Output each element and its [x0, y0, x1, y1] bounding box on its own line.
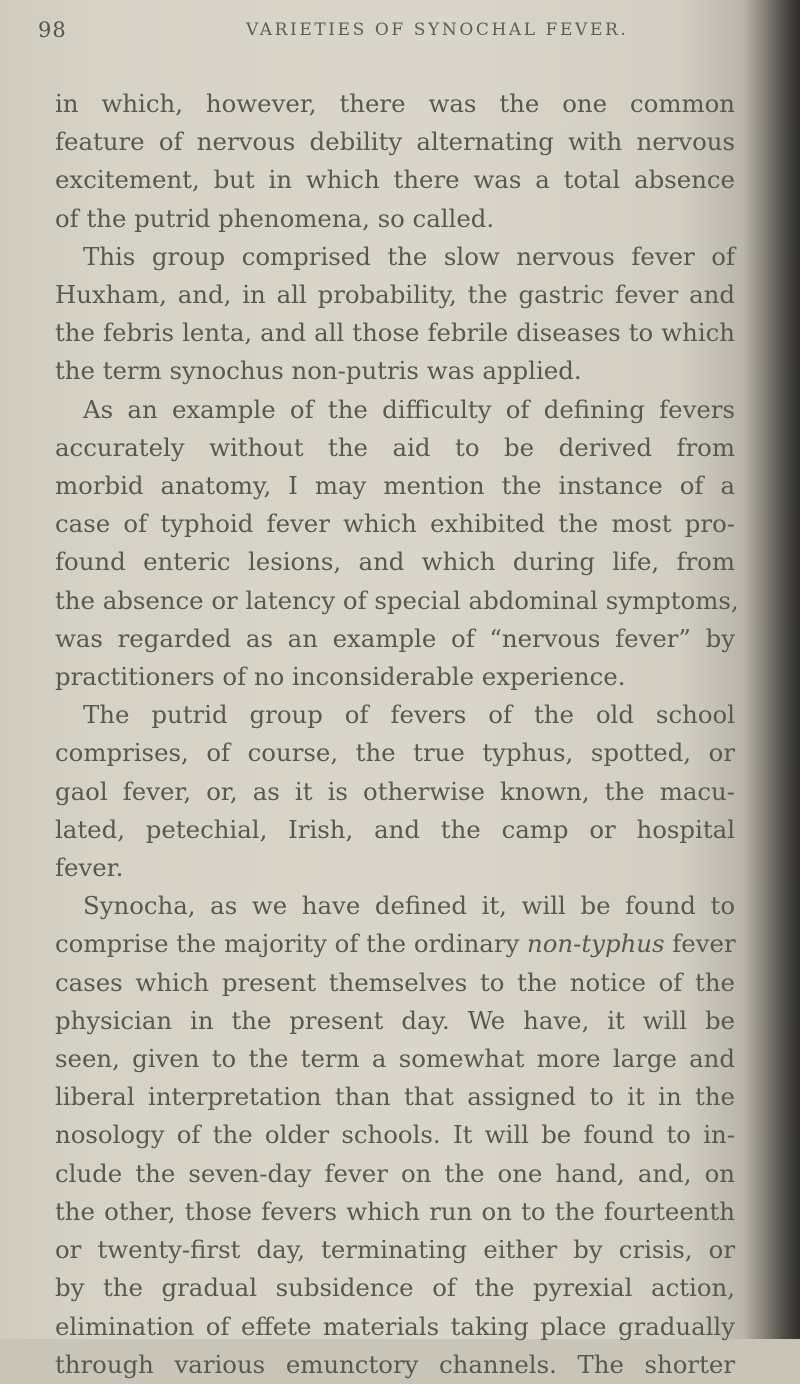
text-line: accurately without the aid to be derived from	[55, 432, 735, 462]
text-line: nosology of the older schools. It will be found to in-	[55, 1120, 735, 1150]
text-line: the febris lenta, and all those febrile diseases to which	[55, 318, 735, 348]
text-line: morbid anatomy, I may mention the instance of a	[55, 471, 735, 501]
text-line: of the putrid phenomena, so called.	[55, 203, 495, 233]
running-head: VARIETIES OF SYNOCHAL FEVER.	[246, 20, 629, 40]
text-line: feature of nervous debility alternating with nervous	[55, 127, 735, 157]
page-header	[38, 18, 728, 58]
text-line: the other, those fevers which run on to the fourteenth	[55, 1196, 735, 1226]
text-line: in which, however, there was the one common	[55, 89, 735, 118]
text-line: found enteric lesions, and which during life, from	[55, 547, 735, 577]
text-line: the term synochus non-putris was applied.	[55, 356, 582, 386]
text-line: case of typhoid fever which exhibited the most pro-	[55, 509, 735, 539]
text-line: or twenty-first day, terminating either by crisis, or	[55, 1235, 735, 1265]
text-line: the absence or latency of special abdominal symptoms,	[55, 585, 739, 615]
text-line: lated, petechial, Irish, and the camp or hospital	[55, 814, 735, 844]
text-line: comprises, of course, the true typhus, spotted, or	[55, 738, 735, 768]
text-line: elimination of effete materials taking place gradually	[55, 1311, 735, 1341]
text-line: through various emunctory channels. The shorter	[55, 1349, 735, 1379]
text-line: Huxham, and, in all probability, the gastric fever and	[55, 280, 735, 310]
text-line: fever.	[55, 853, 124, 883]
text-line: This group comprised the slow nervous fever of	[83, 241, 735, 271]
text-line: Synocha, as we have defined it, will be found to	[83, 891, 735, 921]
text-line: cases which present themselves to the notice of the	[55, 967, 735, 997]
text-line: The putrid group of fevers of the old school	[83, 700, 735, 730]
text-line: clude the seven-day fever on the one hand, and, on	[55, 1158, 735, 1188]
text-line: liberal interpretation than that assigned to it in the	[55, 1082, 735, 1112]
text-line: practitioners of no inconsiderable experience.	[55, 662, 626, 692]
text-line: physician in the present day. We have, it will be	[55, 1005, 735, 1035]
text-line: seen, given to the term a somewhat more large and	[55, 1044, 735, 1074]
text-line: excitement, but in which there was a total absence	[55, 165, 735, 195]
text-line: by the gradual subsidence of the pyrexial action,	[55, 1273, 735, 1303]
binding-shadow	[744, 0, 800, 1339]
body-text	[55, 85, 739, 1384]
text-line: was regarded as an example of “nervous fever” by	[55, 623, 735, 653]
text-line: As an example of the difficulty of defining fevers	[83, 394, 735, 424]
text-line: comprise the majority of the ordinary non-typhus fever	[55, 929, 736, 959]
page-number: 98	[38, 18, 67, 42]
italic-term: non-typhus	[527, 929, 665, 959]
text-line: gaol fever, or, as it is otherwise known, the macu-	[55, 776, 735, 806]
